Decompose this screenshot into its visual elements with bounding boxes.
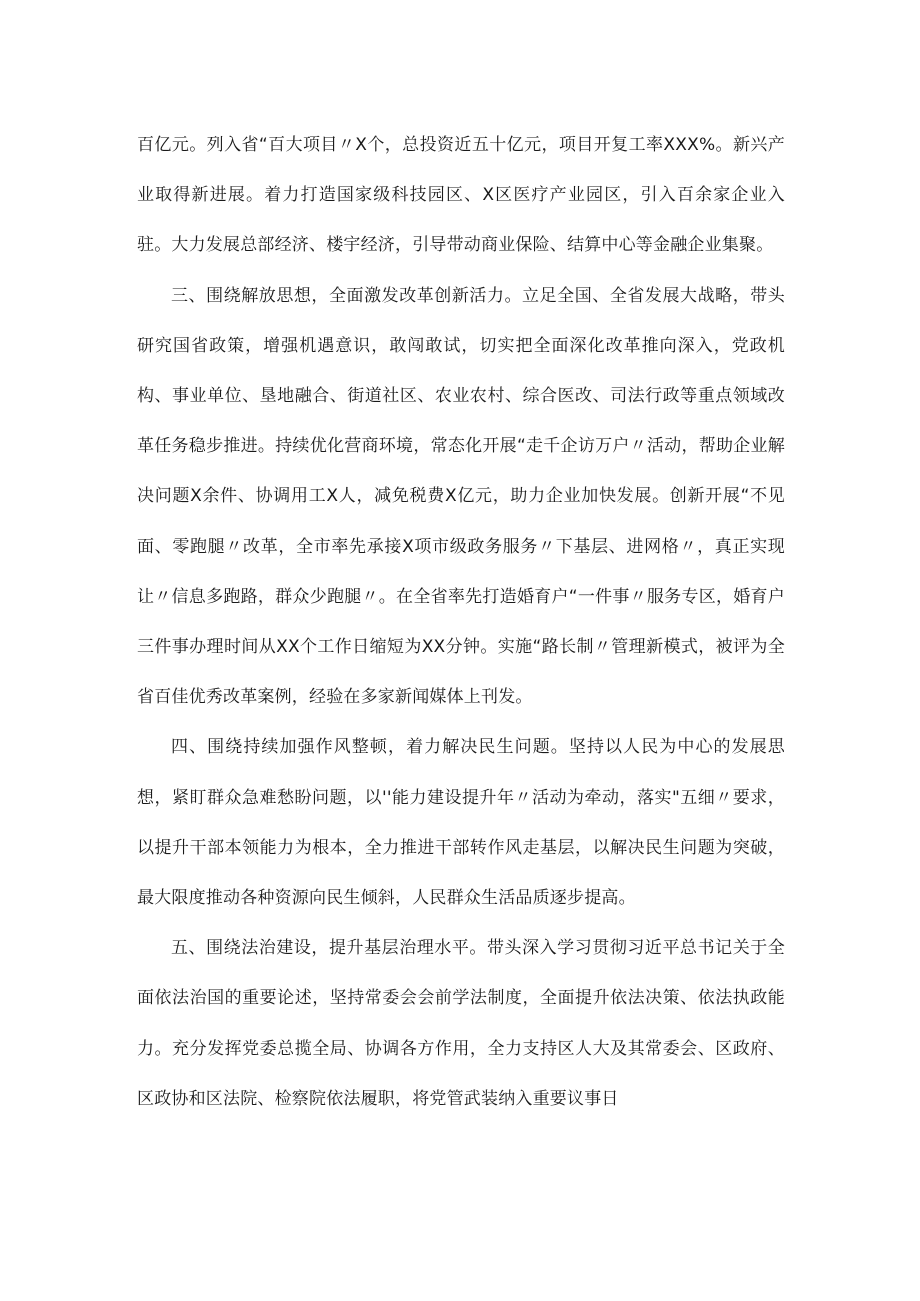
document-body [137, 120, 785, 1124]
paragraph-work-style-livelihood: 四、围绕持续加强作风整顿，着力解决民生问题。坚持以人民为中心的发展思想，紧盯群众急难愁盼问题，以''能力建设提升年〃活动为牵动，落实"五细〃要求，以提升干部本领能力为根本，全力推进干部转作风走基层，以解决民生问题为突破，最大限度推动各种资源向民生倾斜，人民群众生活品质逐步提高。 [137, 737, 785, 909]
paragraph-rule-of-law: 五、围绕法治建设，提升基层治理水平。带头深入学习贯彻习近平总书记关于全面依法治国的重要论述，坚持常委会会前学法制度，全面提升依法决策、依法执政能力。充分发挥党委总揽全局、协调各方作用，全力支持区人大及其常委会、区政府、区政协和区法院、检察院依法履职，将党管武装纳入重要议事日 [137, 938, 785, 1109]
paragraph-reform-innovation: 三、围绕解放思想，全面激发改革创新活力。立足全国、全省发展大战略，带头研究国省政策，增强机遇意识，敢闯敢试，切实把全面深化改革推向深入，党政机构、事业单位、垦地融合、街道社区、农业农村、综合医改、司法行政等重点领域改革任务稳步推进。持续优化营商环境，常态化开展“走千企访万户〃活动，帮助企业解决问题X余件、协调用工X人，减免税费X亿元，助力企业加快发展。创新开展“不见面、零跑腿〃改革，全市率先承接X项市级政务服务〃下基层、进网格〃，真正实现让〃信息多跑路，群众少跑腿〃。在全省率先打造婚育户“一件事〃服务专区，婚育户三件事办理时间从XX个工作日缩短为XX分钟。实施“路长制〃管理新模式，被评为全省百佳优秀改革案例，经验在多家新闻媒体上刊发。 [137, 285, 785, 708]
paragraph-investment-projects: 百亿元。列入省“百大项目〃X个，总投资近五十亿元，项目开复工率XXX%。新兴产业取得新进展。着力打造国家级科技园区、X区医疗产业园区，引入百余家企业入驻。大力发展总部经济、楼宇经济，引导带动商业保险、结算中心等金融企业集聚。 [137, 135, 785, 256]
